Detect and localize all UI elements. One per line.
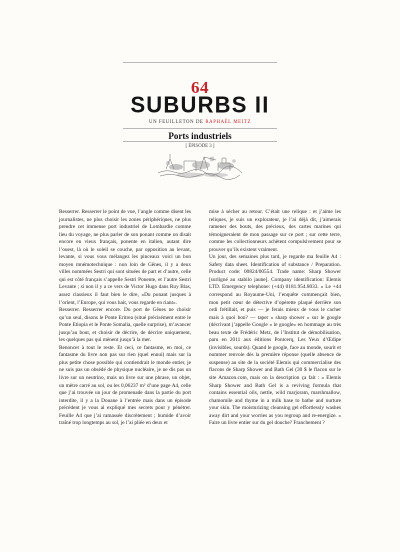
section-rule-bottom bbox=[123, 141, 277, 142]
left-column bbox=[59, 209, 191, 428]
paragraph: mise à sécher au retour. C’était une relique : et j’aime les reliques, je suis un explorateur, je l’ai déjà dit, j’aimerais ramener des bouts, des précieux, des cartes marines qui témoigneraient de mon passage sur ce port ; sur cette terre, comme les collectionneurs achètent compulsivement pour se prouver qu’ils existent vraiment. bbox=[209, 209, 341, 253]
paragraph: Resserrer. Resserrer encore. Du port de Gênes ne choisir qu’un seul, disons le Ponte Eritrea (situé précisément entre le Ponte Etiopia et le Ponte Somalia, quelle surprise), m’avancer jusqu’au bout, et choisir de décrire, de décrire uniquement, les quelques pas qui mènent jusqu’à la mer. bbox=[59, 307, 191, 344]
section-title: Ports industriels bbox=[168, 131, 232, 141]
byline-author: RAPHAËL MEITZ bbox=[205, 120, 251, 125]
top-rule bbox=[123, 62, 277, 63]
byline-prefix: UN FEUILLETON DE bbox=[149, 120, 204, 125]
paragraph: Un jour, des semaines plus tard, je regarde ma feuille A4 : Safety data sheet. Identification of substance / Preparation. Product code: 00824/00554. Trade name: Sharp Shower [surligné au stabilo jaune]. Company identification: Elemis LTD. Emergency telephone: (+44) 0181.954.8033. « Le +44 correspond au Royaume-Uni, l’enquête commençait bien, mon petit cœur de détective d’opérette plaqué derrière son ordi frétillait, et puis — je ferais mieux de vous le cacher mais à quoi bon? — taper « sharp shower » sur le google (décrivant j’appelle Google « le google» en hommage au très beau texte de Frédéric Metz, de l’Institut de démobilisation, paru en 2011 aux éditions Pontcerq, Les Yeux d’Œdipe (invisibles, sourds). Quand le google, face au monde, sourit et nommer renvoie dès la première réponse (quelle absence de suspense) au site de la société Elemis qui commercialise des flacons de Sharp Shower and Bath Gel (30 $ le flacon sur le site Amazon.com, mais on la description ça fait : « Elemis Sharp Shower and Bath Gel is a reviving formula that contains essential oils, nettle, wild marjoram, marshmallow, chamomile and thyme in a milk base to bathe and nurture your skin. The moisturizing cleansing gel effortlessly washes away dirt and your worries as you regroup and re-energize. » Faire un livre entier sur du gel douche? Franchement ? bbox=[209, 254, 341, 427]
episode-label: [ ÉPISODE 3 ] bbox=[185, 144, 215, 149]
paragraph: Renoncer à tout le reste. Et ceci, ce fantasme, en moi, ce fantasme du livre non pas sur rien (quel ennui) mais sur la plus petite chose possible qui contiendrait le monde entier, je ne suis pas un obsédé de physique nucléaire, je ne dis pas un livre sur un neutrino, mais un livre sur une phrase, un objet, un mètre carré au sol, ou les 0,06237 m² d’une page A4, celle que j’ai trouvée un jour de promenade dans la partie du port interdite, il y a la Douane à l’entrée mais dans un épisode précédent je vous ai expliqué mes secrets pour y pénétrer. Feuille A4 que j’ai ramassée discrètement ; humide d’avoir traîné trop longtemps au sol, je l’ai pliée en deux et bbox=[59, 344, 191, 427]
feuilleton-number: 64 bbox=[191, 78, 209, 97]
port-illustration-icon bbox=[156, 151, 244, 181]
right-column bbox=[209, 209, 341, 428]
paragraph: Resserrer. Resserrer le point de vue, l’angle comme disent les journalistes, ne plus choisir les zones périphériques, ne plus prendre cet immense port industriel de Lombardie comme lieu du voyage, ne plus parler de son ponant comme on disait encore en vieux français, ponente en italien, autant dire l’ouest, là où le soleil se couche, par opposition au levant, levante, si vous vous mélangez les pinceaux voici un bon moyen mnémotechnique : non loin de Gênes, il y a deux villes nommées Sestri qui sont situées de part et d’autre, celle qui est côté français s’appelle Sestri Ponente, et l’autre Sestri Levante ; si non il y a ce vers de Victor Hugo dans Ruy Blas, assez classieux il faut bien le dire, «Du ponant jusques à l’orient, l’Europe, qui vous hait, vous regarde en riant». bbox=[59, 209, 191, 306]
byline bbox=[0, 120, 400, 125]
section-rule-top bbox=[123, 128, 277, 129]
feuilleton-title: SUBURBS II bbox=[130, 91, 270, 118]
